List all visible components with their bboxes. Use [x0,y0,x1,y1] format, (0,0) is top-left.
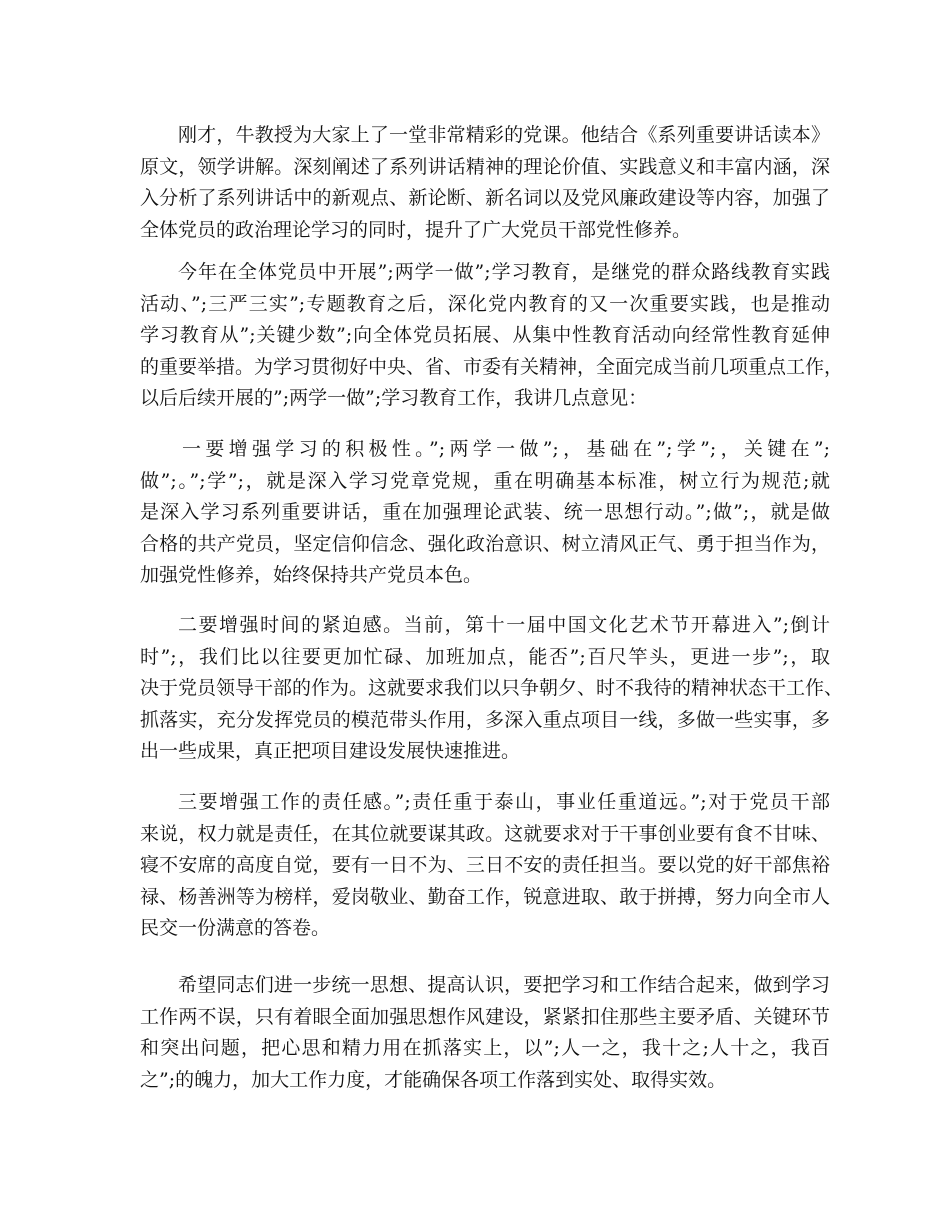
text-line: 来说，权力就是责任，在其位就要谋其政。这就要求对于干事创业要有食不甘味、 [140,822,830,845]
text-line: 刚才，牛教授为大家上了一堂非常精彩的党课。他结合《系列重要讲话读本》 [178,124,830,146]
text-line: 二要增强时间的紧迫感。当前，第十一届中国文化艺术节开幕进入”;倒计 [178,614,830,636]
text-line: 抓落实，充分发挥党员的模范带头作用，多深入重点项目一线，多做一些实事，多 [140,708,830,731]
text-line: 出一些成果，真正把项目建设发展快速推进。 [140,740,521,762]
text-line: 之”;的魄力，加大工作力度，才能确保各项工作落到实处、取得实效。 [140,1068,727,1091]
text-line: 做”;。”;学”;，就是深入学习党章党规，重在明确基本标准，树立行为规范;就 [140,469,830,492]
text-line: 和突出问题，把心思和精力用在抓落实上，以”;人一之，我十之;人十之，我百 [140,1037,830,1059]
paragraph-point-1 [140,434,830,592]
text-line: 入分析了系列讲话中的新观点、新论断、新名词以及党风廉政建设等内容，加强了 [140,187,830,209]
text-line: 民交一份满意的答卷。 [140,917,331,939]
text-line: 今年在全体党员中开展”;两学一做”;学习教育，是继党的群众路线教育实践 [178,261,830,283]
text-line: 活动、”;三严三实”;专题教育之后，深化党内教育的又一次重要实践，也是推动 [140,292,830,315]
text-line: 原文，领学讲解。深刻阐述了系列讲话精神的理论价值、实践意义和丰富内涵，深 [140,155,830,178]
text-line: 加强党性修养，始终保持共产党员本色。 [140,564,483,586]
text-line: 工作两不误，只有着眼全面加强思想作风建设，紧紧扣住那些主要矛盾、关键环节 [140,1005,830,1028]
paragraph-intro [140,120,830,246]
text-line: 全体党员的政治理论学习的同时，提升了广大党员干部党性修养。 [140,218,692,241]
text-line: 寝不安席的高度自觉，要有一日不为、三日不安的责任担当。要以党的好干部焦裕 [140,854,830,876]
text-line: 禄、杨善洲等为榜样，爱岗敬业、勤奋工作，锐意进取、敢于拼搏，努力向全市人 [140,885,830,908]
paragraph-point-2 [140,610,844,768]
text-line: 三要增强工作的责任感。”;责任重于泰山，事业任重道远。”;对于党员干部 [178,791,830,813]
text-line: 以后后续开展的”;两学一做”;学习教育工作，我讲几点意见： [140,387,648,409]
text-line: 是深入学习系列重要讲话，重在加强理论武装、统一思想行动。”;做”;，就是做 [140,501,830,523]
paragraph-point-3 [140,787,830,945]
paragraph-context [140,257,844,415]
text-line: 希望同志们进一步统一思想、提高认识，要把学习和工作结合起来，做到学习 [178,974,830,996]
text-line: 时”;，我们比以往要更加忙碌、加班加点，能否”;百尺竿头，更进一步”;，取 [140,645,830,668]
text-line: 的重要举措。为学习贯彻好中央、省、市委有关精神，全面完成当前几项重点工作， [140,355,844,378]
text-line: 决于党员领导干部的作为。这就要求我们以只争朝夕、时不我待的精神状态干工作、 [140,677,844,699]
text-line: 合格的共产党员，坚定信仰信念、强化政治意识、树立清风正气、勇于担当作为， [140,532,830,555]
text-line: 学习教育从”;关键少数”;向全体党员拓展、从集中性教育活动向经常性教育延伸 [140,324,830,346]
paragraph-closing [140,970,830,1096]
text-line: 一要增强学习的积极性。”;两学一做”;，基础在”;学”;，关键在”; [182,438,830,460]
